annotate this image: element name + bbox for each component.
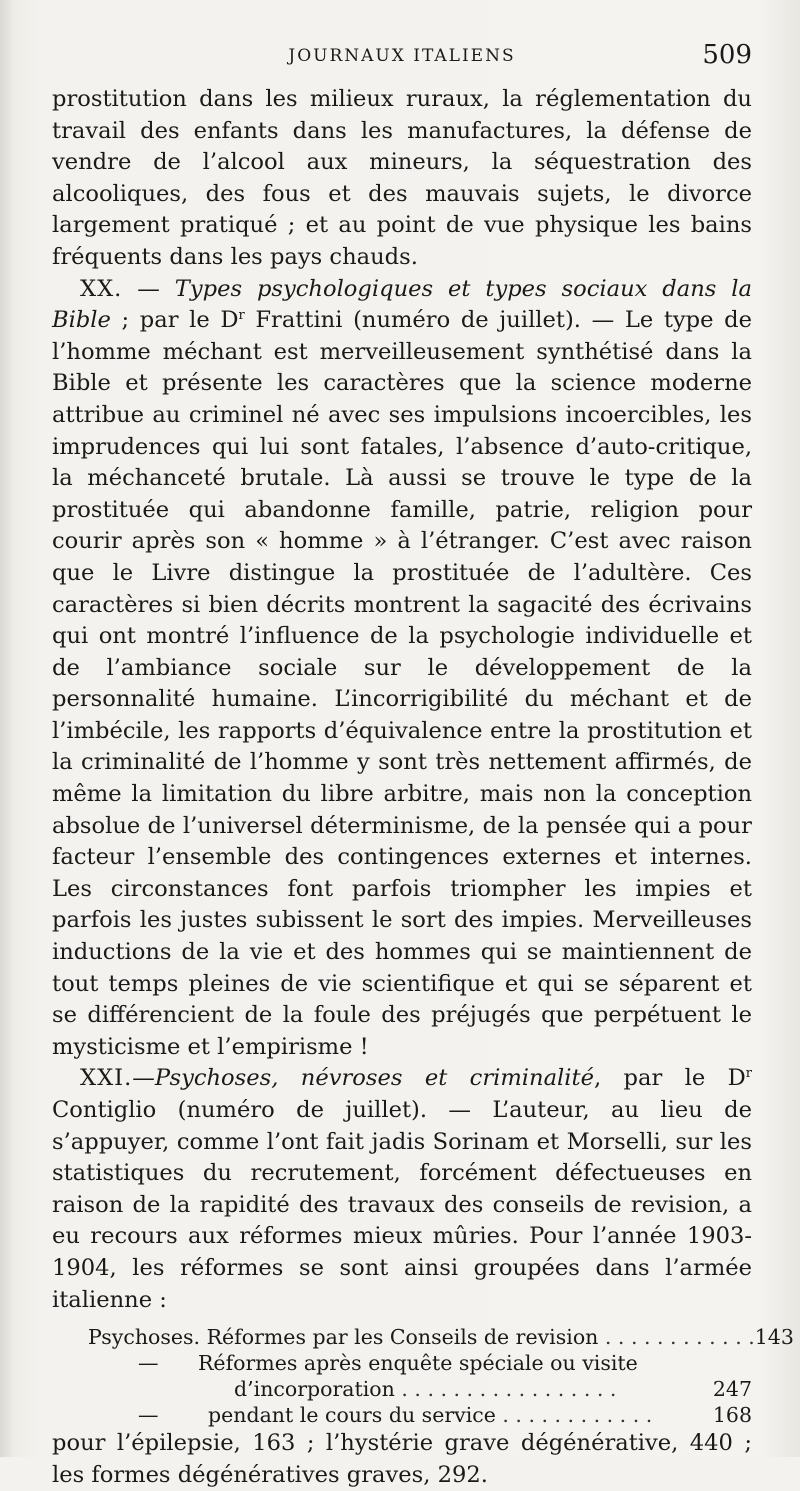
- table-row: [52, 1376, 752, 1402]
- row-label: Réformes après enquête spéciale ou visite: [198, 1351, 638, 1376]
- reforms-table: [52, 1324, 794, 1428]
- page-body: [52, 84, 794, 1491]
- dash: —: [122, 275, 175, 302]
- byline: , par le D: [593, 1065, 746, 1092]
- dot-leader: . . . . . . . . . . . .: [495, 1403, 653, 1428]
- dot-leader: . . . . . . . . . . . .: [598, 1325, 755, 1350]
- paragraph-tail: pour l’épilepsie, 163 ; l’hystérie grave dégénérative, 440 ; les formes dégénératives graves, 292.: [52, 1430, 752, 1488]
- paragraph-text: Contiglio (numéro de juillet). — L’auteur, au lieu de s’appuyer, comme l’ont fait jadis Sorinam et Morselli, sur les statistiques du recrutement, forcément défectueuses en raison de la rapidité des travaux des conseils de revision, a eu recours aux réformes mieux mûries. Pour l’année 1903-1904, les réformes se sont ainsi groupées dans l’armée italienne :: [52, 1097, 752, 1313]
- byline-superscript: r: [745, 1066, 752, 1082]
- row-label-cont: d’incorporation: [234, 1377, 395, 1402]
- page-header: [52, 40, 752, 74]
- byline: ; par le D: [110, 307, 239, 334]
- dot-leader: . . . . . . . . . . . . . . . . .: [394, 1377, 617, 1402]
- section-number: XX.: [80, 275, 123, 302]
- table-row: [52, 1402, 752, 1428]
- row-dash: —: [138, 1403, 159, 1428]
- table-row: [52, 1324, 794, 1350]
- dash: —: [132, 1065, 155, 1092]
- running-head: JOURNAUX ITALIENS: [288, 46, 516, 66]
- paragraph-continuation: prostitution dans les milieux ruraux, la réglementation du travail des enfants dans les manufactures, la défense de vendre de l’alcool aux mineurs, la séquestration des alcooliques, des fous et des mauvais sujets, le divorce largement pratiqué ; et au point de vue physique les bains fréquents dans les pays chauds.: [52, 86, 752, 270]
- paragraph-section-xx: [52, 274, 752, 1064]
- byline-superscript: r: [238, 308, 245, 324]
- paragraph-text: Frattini (numéro de juillet). — Le type de l’homme méchant est merveilleusement synthétisé dans la Bible et présente les caractères que la science moderne attribue au criminel né avec ses impulsions incoercibles, les imprudences qui lui sont fatales, l’absence d’auto-critique, la méchanceté brutale. Là aussi se trouve le type de la prostituée qui abandonne famille, patrie, religion pour courir après son « homme » à l’étranger. C’est avec raison que le Livre distingue la prostituée de l’adultère. Ces caractères si bien décrits montrent la sagacité des écrivains qui ont montré l’influence de la psychologie individuelle et de l’ambiance sociale sur le développement de la personnalité humaine. L’incorrigibilité du méchant et de l’imbécile, les rapports d’équivalence entre la prostitution et la criminalité de l’homme y sont très nettement affirmés, de même la limitation du libre arbitre, mais non la conception absolue de l’universel déterminisme, de la pensée qui a pour facteur l’ensemble des contingences externes et internes. Les circonstances font parfois triompher les impies et parfois les justes subissent le sort des impies. Merveilleuses inductions de la vie et des hommes qui se maintiennent de tout temps pleines de vie scientifique et qui se séparent et se différencient de la foule des préjugés que perpétuent le mysticisme et l’empirisme !: [52, 307, 752, 1060]
- row-dash: —: [138, 1351, 159, 1376]
- table-row: [52, 1350, 752, 1376]
- article-title: Types psychologiques et types sociaux dans la Bible: [52, 275, 752, 334]
- row-value: 143: [754, 1325, 794, 1350]
- row-label: Psychoses. Réformes par les Conseils de revision: [88, 1325, 599, 1350]
- row-value: 168: [712, 1403, 752, 1428]
- row-label: pendant le cours du service: [208, 1403, 496, 1428]
- row-value: 247: [712, 1377, 752, 1402]
- section-number: XXI.: [80, 1065, 133, 1092]
- paragraph-section-xxi: [52, 1063, 752, 1316]
- page-number: 509: [702, 40, 752, 70]
- article-title: Psychoses, névroses et criminalité: [154, 1065, 594, 1092]
